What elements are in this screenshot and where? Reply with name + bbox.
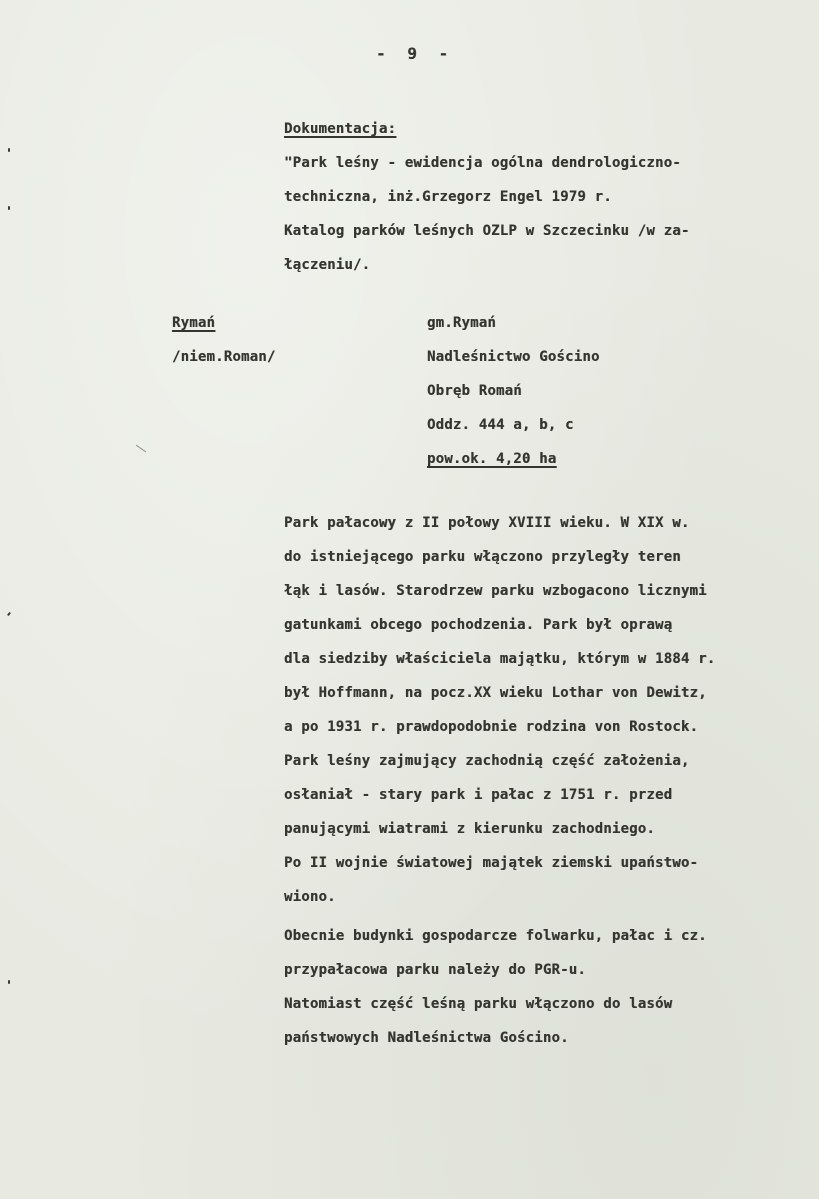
description-line: był Hoffmann, na pocz.XX wieku Lothar von Dewitz, <box>284 685 707 701</box>
page-number: - 9 - <box>376 44 455 63</box>
location-detail: Obręb Romań <box>427 383 522 399</box>
description-line: Park pałacowy z II połowy XVIII wieku. W XIX w. <box>284 515 690 531</box>
description-line: dla siedziby właściciela majątku, którym w 1884 r. <box>284 651 716 667</box>
dokumentacja-heading: Dokumentacja: <box>284 121 397 137</box>
description-line: a po 1931 r. prawdopodobnie rodzina von Rostock. <box>284 719 699 735</box>
description-line: łąk i lasów. Starodrzew parku wzbogacono licznymi <box>284 583 707 599</box>
margin-speck <box>8 148 10 152</box>
description-line: przypałacowa parku należy do PGR-u. <box>284 962 587 978</box>
margin-speck <box>7 612 11 616</box>
description-line: Natomiast część leśną parku włączono do lasów <box>284 996 673 1012</box>
description-line: wiono. <box>284 889 336 905</box>
location-area: pow.ok. 4,20 ha <box>427 451 557 467</box>
location-detail: Nadleśnictwo Gościno <box>427 349 600 365</box>
description-line: Obecnie budynki gospodarcze folwarku, pałac i cz. <box>284 928 707 944</box>
dokumentacja-line: Katalog parków leśnych OZLP w Szczecinku /w za- <box>284 223 690 239</box>
description-line: panującymi wiatrami z kierunku zachodniego. <box>284 821 656 837</box>
location-name: Rymań <box>172 315 216 331</box>
description-line: do istniejącego parku włączono przyległy teren <box>284 549 681 565</box>
description-line: Po II wojnie światowej majątek ziemski upaństwo- <box>284 855 699 871</box>
location-detail: gm.Rymań <box>427 315 497 331</box>
description-line: państwowych Nadleśnictwa Gościno. <box>284 1030 569 1046</box>
margin-speck <box>8 206 10 210</box>
location-detail: Oddz. 444 a, b, c <box>427 417 574 433</box>
dokumentacja-line: "Park leśny - ewidencja ogólna dendrologiczno- <box>284 155 681 171</box>
margin-speck <box>136 445 146 453</box>
location-german-name: /niem.Roman/ <box>172 349 276 365</box>
margin-speck <box>8 980 10 984</box>
dokumentacja-line: łączeniu/. <box>284 257 371 273</box>
dokumentacja-line: techniczna, inż.Grzegorz Engel 1979 r. <box>284 189 612 205</box>
description-line: Park leśny zajmujący zachodnią część założenia, <box>284 753 690 769</box>
description-line: gatunkami obcego pochodzenia. Park był oprawą <box>284 617 673 633</box>
description-line: osłaniał - stary park i pałac z 1751 r. przed <box>284 787 673 803</box>
